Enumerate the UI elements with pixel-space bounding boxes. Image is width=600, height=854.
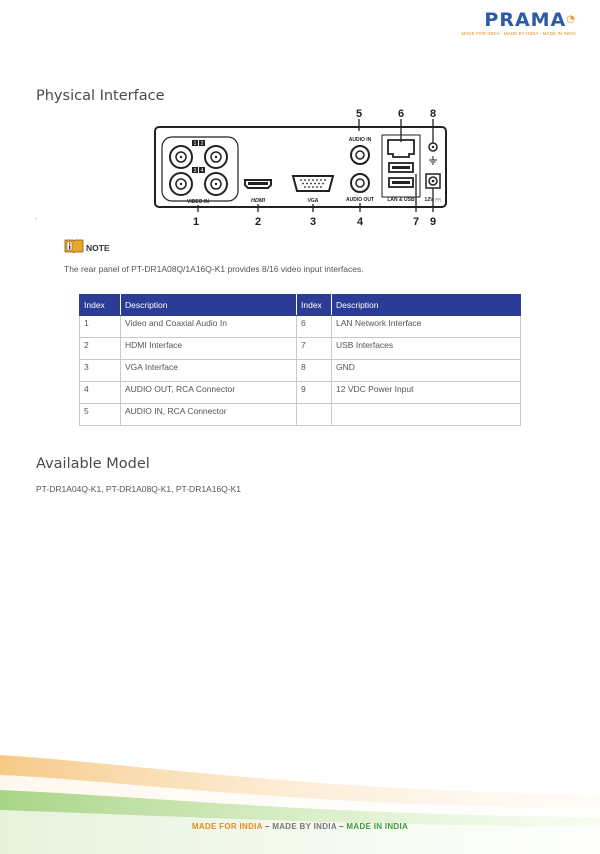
section-title-available-model: Available Model — [36, 456, 150, 472]
callout-1: 1 — [192, 216, 200, 228]
table-cell: 9 — [297, 382, 332, 404]
channel-2-label: 2 — [200, 141, 204, 147]
table-cell: 3 — [80, 360, 121, 382]
video-in-label: VIDEO IN — [187, 199, 209, 205]
note-text: The rear panel of PT-DR1A08Q/1A16Q-K1 provides 8/16 video input interfaces. — [64, 264, 364, 274]
interface-table — [79, 294, 521, 426]
table-row — [80, 404, 521, 426]
lan-usb-label: LAN & USB — [387, 197, 415, 203]
table-cell: LAN Network Interface — [332, 316, 521, 338]
footer-part-1: MADE FOR INDIA — [191, 822, 263, 831]
callout-9: 9 — [429, 216, 437, 228]
header-description-right: Description — [332, 295, 521, 316]
table-cell: 12 VDC Power Input — [332, 382, 521, 404]
footer-sep-1: – — [262, 822, 273, 831]
table-cell: 1 — [80, 316, 121, 338]
header-index-right: Index — [297, 295, 332, 316]
table-cell: HDMI Interface — [121, 338, 297, 360]
channel-1-label: 1 — [193, 141, 197, 147]
table-cell: Video and Coaxial Audio In — [121, 316, 297, 338]
table-row — [80, 382, 521, 404]
table-cell: 5 — [80, 404, 121, 426]
brand-wordmark: PRAMA◔ — [484, 9, 576, 31]
available-models-text: PT-DR1A04Q-K1, PT-DR1A08Q-K1, PT-DR1A16Q-K1 — [36, 484, 242, 494]
callout-4: 4 — [356, 216, 364, 228]
callout-6: 6 — [397, 108, 405, 120]
table-row — [80, 316, 521, 338]
channel-4-label: 4 — [200, 168, 204, 174]
callout-5: 5 — [355, 108, 363, 120]
audio-in-label: AUDIO IN — [348, 137, 372, 143]
note-book-icon — [64, 238, 84, 253]
audio-out-label: AUDIO OUT — [345, 197, 375, 203]
table-cell: GND — [332, 360, 521, 382]
table-cell: AUDIO IN, RCA Connector — [121, 404, 297, 426]
brand-logo — [461, 10, 576, 36]
table-cell: 2 — [80, 338, 121, 360]
note-label: NOTE — [86, 243, 110, 253]
footer-tricolor-wave — [0, 735, 600, 854]
footer-part-2: MADE BY INDIA — [272, 822, 337, 831]
hdmi-label: HDMI — [250, 198, 266, 204]
table-cell: AUDIO OUT, RCA Connector — [121, 382, 297, 404]
section-title-physical-interface: Physical Interface — [36, 88, 165, 104]
footer-part-3: MADE IN INDIA — [346, 822, 409, 831]
callout-8: 8 — [429, 108, 437, 120]
brand-tagline: MADE FOR INDIA · MADE BY INDIA · MADE IN INDIA — [461, 31, 576, 36]
table-cell: 6 — [297, 316, 332, 338]
stray-mark: . — [35, 212, 38, 221]
table-row — [80, 338, 521, 360]
table-cell: VGA Interface — [121, 360, 297, 382]
table-cell: 8 — [297, 360, 332, 382]
table-cell — [297, 404, 332, 426]
callout-3: 3 — [309, 216, 317, 228]
power-label: 12V — [424, 197, 434, 203]
table-cell: 7 — [297, 338, 332, 360]
callout-2: 2 — [254, 216, 262, 228]
channel-3-label: 3 — [193, 168, 197, 174]
rear-panel-diagram — [150, 104, 450, 228]
logo-arc-icon: ◔ — [566, 14, 576, 25]
header-index-left: Index — [80, 295, 121, 316]
footer-sep-2: – — [336, 822, 347, 831]
table-row — [80, 360, 521, 382]
table-cell — [332, 404, 521, 426]
table-cell: USB Interfaces — [332, 338, 521, 360]
table-cell: 4 — [80, 382, 121, 404]
vga-label: VGA — [307, 198, 319, 204]
footer-slogan — [0, 822, 600, 831]
callout-7: 7 — [412, 216, 420, 228]
header-description-left: Description — [121, 295, 297, 316]
table-header-row — [80, 295, 521, 316]
